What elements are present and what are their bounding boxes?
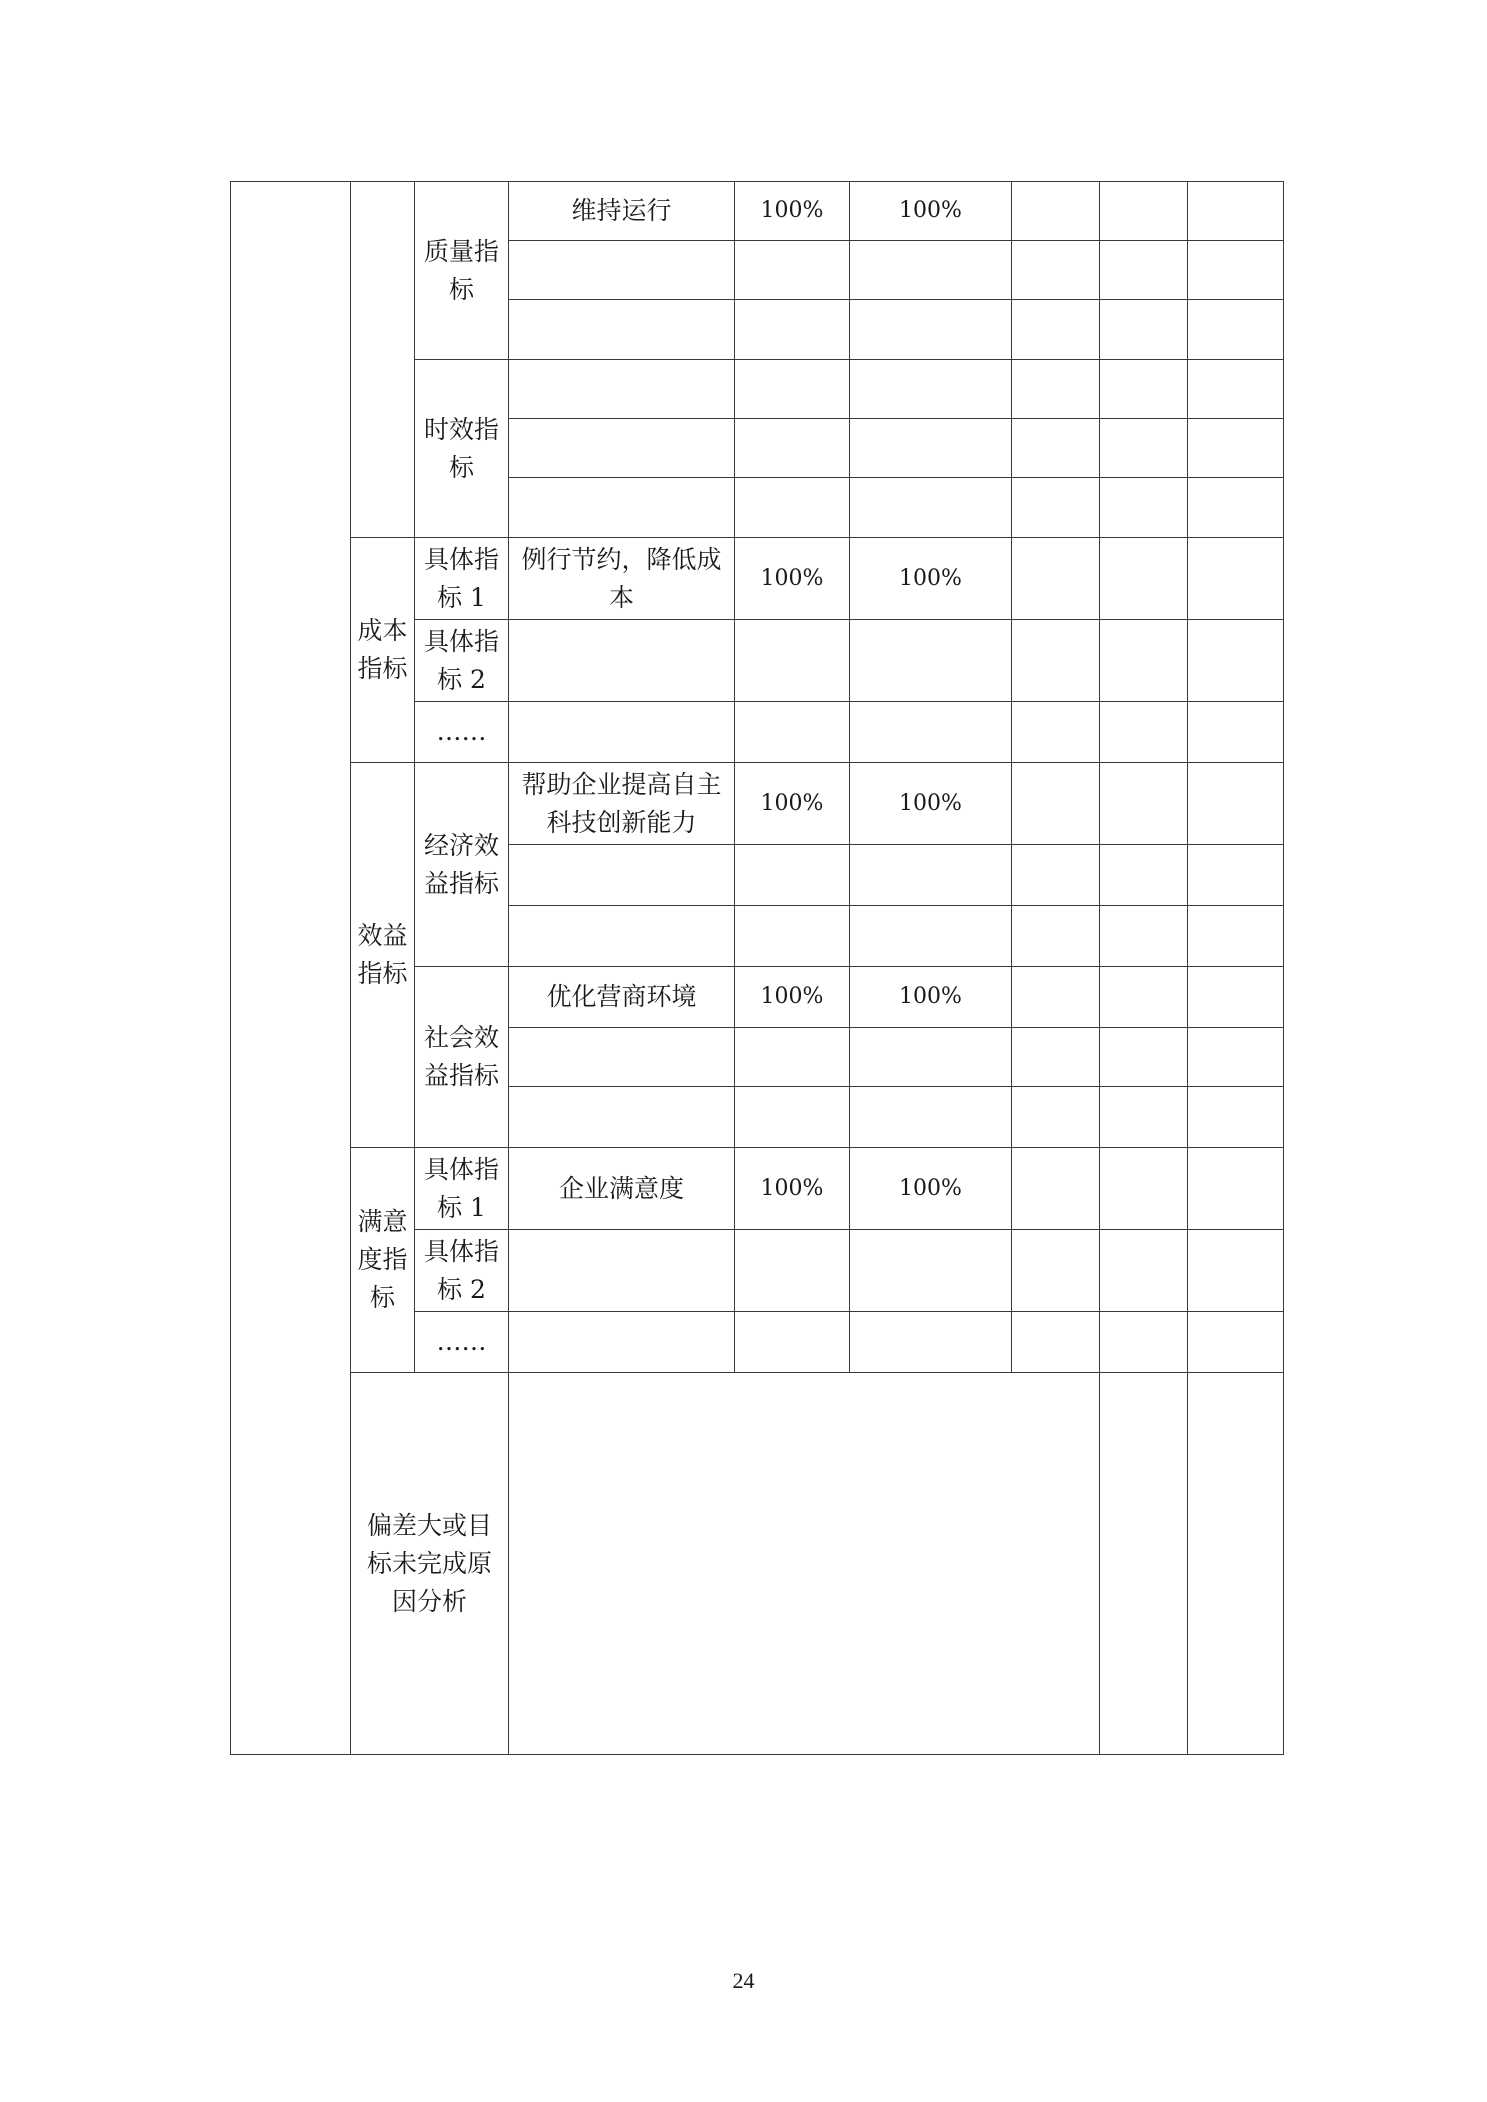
quality-indicator-1: 维持运行 <box>509 182 735 241</box>
cost-sub-indicator-2: 具体指标 2 <box>415 620 509 702</box>
empty-cell <box>1188 1148 1284 1230</box>
empty-cell <box>509 478 735 538</box>
empty-cell <box>1100 241 1188 300</box>
empty-cell <box>1012 1028 1100 1087</box>
empty-cell <box>1188 967 1284 1028</box>
empty-cell <box>1100 763 1188 845</box>
empty-cell <box>1012 182 1100 241</box>
empty-cell <box>1100 845 1188 906</box>
empty-cell <box>735 906 850 967</box>
empty-cell <box>1188 906 1284 967</box>
deviation-analysis-content <box>509 1373 1100 1755</box>
empty-cell <box>735 419 850 478</box>
cost-target-1: 100% <box>735 538 850 620</box>
satisfaction-indicator-1: 企业满意度 <box>509 1148 735 1230</box>
empty-cell <box>1188 1028 1284 1087</box>
page-number: 24 <box>732 1968 755 1993</box>
empty-cell <box>1100 478 1188 538</box>
empty-cell <box>509 702 735 763</box>
empty-cell <box>1012 419 1100 478</box>
empty-cell <box>1100 1312 1188 1373</box>
empty-cell <box>735 478 850 538</box>
quality-target-1: 100% <box>735 182 850 241</box>
empty-cell <box>1188 1373 1284 1755</box>
empty-cell <box>1100 360 1188 419</box>
empty-cell <box>509 845 735 906</box>
empty-cell <box>509 360 735 419</box>
empty-cell <box>1188 1230 1284 1312</box>
empty-cell <box>509 419 735 478</box>
economic-indicator-1: 帮助企业提高自主科技创新能力 <box>509 763 735 845</box>
empty-cell <box>1012 845 1100 906</box>
empty-cell <box>850 1230 1012 1312</box>
empty-cell <box>1188 419 1284 478</box>
satisfaction-indicator-label: 满意度指标 <box>351 1148 415 1373</box>
empty-cell <box>735 241 850 300</box>
empty-cell <box>1012 763 1100 845</box>
empty-cell <box>1100 1028 1188 1087</box>
empty-cell <box>1100 419 1188 478</box>
empty-cell <box>1188 1087 1284 1148</box>
social-target-1: 100% <box>735 967 850 1028</box>
cost-sub-indicator-more: …… <box>415 702 509 763</box>
empty-cell <box>1100 1373 1188 1755</box>
empty-cell <box>735 702 850 763</box>
empty-cell <box>509 1312 735 1373</box>
empty-cell <box>735 1028 850 1087</box>
empty-cell <box>1188 182 1284 241</box>
empty-cell <box>1188 478 1284 538</box>
empty-cell <box>509 620 735 702</box>
empty-cell <box>850 1312 1012 1373</box>
satisfaction-sub-indicator-2: 具体指标 2 <box>415 1230 509 1312</box>
empty-cell <box>850 906 1012 967</box>
quality-actual-1: 100% <box>850 182 1012 241</box>
empty-cell <box>1100 1230 1188 1312</box>
empty-cell <box>850 478 1012 538</box>
empty-cell <box>1012 241 1100 300</box>
empty-cell <box>509 1087 735 1148</box>
empty-cell <box>1188 620 1284 702</box>
cost-sub-indicator-1: 具体指标 1 <box>415 538 509 620</box>
empty-cell <box>1100 620 1188 702</box>
empty-cell <box>1100 538 1188 620</box>
economic-benefit-label: 经济效益指标 <box>415 763 509 967</box>
empty-cell <box>1188 845 1284 906</box>
economic-target-1: 100% <box>735 763 850 845</box>
empty-cell <box>850 702 1012 763</box>
empty-cell <box>1012 1230 1100 1312</box>
empty-cell <box>1100 906 1188 967</box>
deviation-analysis-label: 偏差大或目标未完成原因分析 <box>351 1373 509 1755</box>
empty-cell <box>850 300 1012 360</box>
empty-cell <box>1100 702 1188 763</box>
empty-cell <box>850 620 1012 702</box>
empty-cell <box>735 1087 850 1148</box>
empty-cell <box>850 845 1012 906</box>
empty-cell <box>1012 300 1100 360</box>
social-actual-1: 100% <box>850 967 1012 1028</box>
empty-cell <box>1188 763 1284 845</box>
empty-cell <box>735 845 850 906</box>
empty-cell <box>1188 360 1284 419</box>
satisfaction-sub-indicator-1: 具体指标 1 <box>415 1148 509 1230</box>
empty-cell <box>1012 1312 1100 1373</box>
empty-cell <box>1188 1312 1284 1373</box>
output-group-blank-cell <box>351 182 415 538</box>
satisfaction-actual-1: 100% <box>850 1148 1012 1230</box>
performance-table <box>230 181 1284 1755</box>
social-indicator-1: 优化营商环境 <box>509 967 735 1028</box>
empty-cell <box>1012 538 1100 620</box>
empty-cell <box>735 1230 850 1312</box>
quality-indicator-label: 质量指标 <box>415 182 509 360</box>
empty-cell <box>1188 538 1284 620</box>
empty-cell <box>850 241 1012 300</box>
empty-cell <box>509 906 735 967</box>
benefit-indicator-label: 效益指标 <box>351 763 415 1148</box>
empty-cell <box>509 241 735 300</box>
social-benefit-label: 社会效益指标 <box>415 967 509 1148</box>
empty-cell <box>735 360 850 419</box>
empty-cell <box>1012 1148 1100 1230</box>
empty-cell <box>1012 1087 1100 1148</box>
empty-cell <box>1012 702 1100 763</box>
empty-cell <box>1188 241 1284 300</box>
empty-cell <box>509 300 735 360</box>
satisfaction-target-1: 100% <box>735 1148 850 1230</box>
cost-indicator-1: 例行节约，降低成本 <box>509 538 735 620</box>
satisfaction-sub-indicator-more: …… <box>415 1312 509 1373</box>
empty-cell <box>1188 300 1284 360</box>
empty-cell <box>1012 360 1100 419</box>
empty-cell <box>850 1087 1012 1148</box>
empty-cell <box>735 620 850 702</box>
empty-cell <box>1012 620 1100 702</box>
cost-indicator-label: 成本指标 <box>351 538 415 763</box>
empty-cell <box>1100 967 1188 1028</box>
empty-cell <box>850 1028 1012 1087</box>
empty-cell <box>1100 300 1188 360</box>
empty-cell <box>1012 906 1100 967</box>
empty-cell <box>1100 1087 1188 1148</box>
outer-blank-cell <box>231 182 351 1755</box>
empty-cell <box>1188 702 1284 763</box>
empty-cell <box>1100 1148 1188 1230</box>
cost-actual-1: 100% <box>850 538 1012 620</box>
empty-cell <box>850 419 1012 478</box>
empty-cell <box>850 360 1012 419</box>
empty-cell <box>735 1312 850 1373</box>
empty-cell <box>735 300 850 360</box>
empty-cell <box>509 1230 735 1312</box>
timeliness-indicator-label: 时效指标 <box>415 360 509 538</box>
empty-cell <box>1012 478 1100 538</box>
empty-cell <box>1012 967 1100 1028</box>
empty-cell <box>1100 182 1188 241</box>
empty-cell <box>509 1028 735 1087</box>
economic-actual-1: 100% <box>850 763 1012 845</box>
